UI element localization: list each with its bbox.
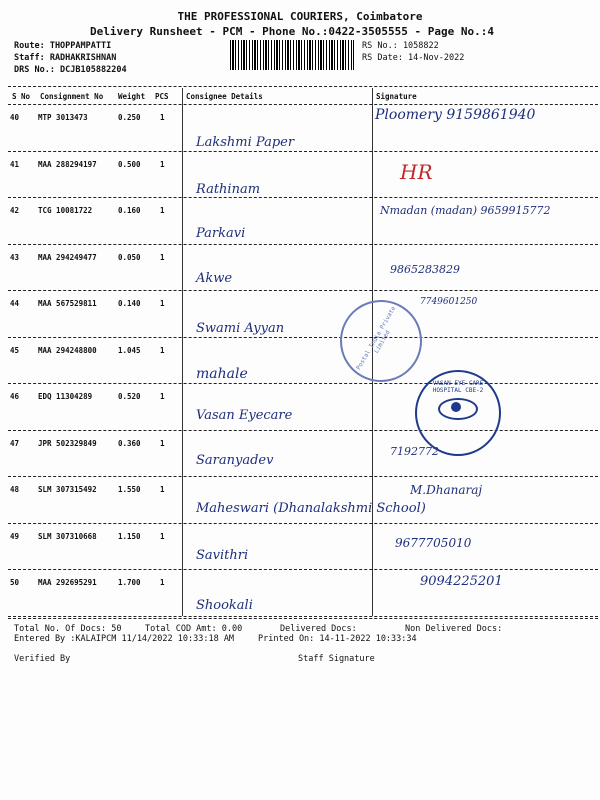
row-sno: 48 xyxy=(10,485,20,494)
row-signature: 9865283829 xyxy=(390,262,460,276)
route-label: Route: THOPPAMPATTI xyxy=(14,41,112,51)
row-consignment: MAA 288294197 xyxy=(38,159,97,169)
table-row xyxy=(8,245,598,292)
row-signature: Ploomery 9159861940 xyxy=(375,107,536,123)
col-signature: Signature xyxy=(376,92,417,101)
row-consignee-name: Shookali xyxy=(196,598,253,613)
entered-by: Entered By :KALAIPCM 11/14/2022 10:33:18 AM xyxy=(14,634,235,644)
row-pcs: 1 xyxy=(160,206,165,215)
table-row xyxy=(8,338,598,385)
row-consignee-name: mahale xyxy=(196,365,248,382)
row-sno: 43 xyxy=(10,252,20,262)
row-consignee-name: Vasan Eyecare xyxy=(196,408,293,423)
row-weight: 0.050 xyxy=(118,252,141,262)
non-delivered-docs: Non Delivered Docs: xyxy=(405,624,503,634)
postal-stamp-text: Postal India Private Limited xyxy=(355,305,398,372)
row-pcs: 1 xyxy=(160,438,165,448)
footer-rule xyxy=(8,618,598,619)
table-row xyxy=(8,477,598,524)
row-weight: 0.250 xyxy=(118,113,141,122)
row-consignment: SLM 307310668 xyxy=(38,531,97,541)
col-sno: S No xyxy=(12,92,31,101)
drs-label: DRS No.: DCJB105882204 xyxy=(14,65,127,75)
row-weight: 1.550 xyxy=(118,485,141,494)
row-pcs: 1 xyxy=(160,299,165,308)
row-pcs: 1 xyxy=(160,252,165,262)
table-row xyxy=(8,105,598,152)
barcode xyxy=(230,40,354,70)
row-pcs: 1 xyxy=(160,392,165,401)
row-consignee-name: Saranyadev xyxy=(196,452,274,468)
row-weight: 1.700 xyxy=(118,578,141,587)
delivered-docs: Delivered Docs: xyxy=(280,624,357,634)
row-weight: 0.500 xyxy=(118,159,141,169)
row-consignee-name: Swami Ayyan xyxy=(196,321,285,336)
row-sno: 41 xyxy=(10,159,20,169)
row-pcs: 1 xyxy=(160,578,165,587)
row-signature: M.Dhanaraj xyxy=(410,483,483,497)
rs-number: RS No.: 1058822 xyxy=(362,41,439,51)
table-row xyxy=(8,524,598,571)
row-sno: 46 xyxy=(10,392,20,401)
row-signature: HR xyxy=(400,159,433,184)
row-pcs: 1 xyxy=(160,531,165,541)
row-signature: 9677705010 xyxy=(395,535,472,550)
col-weight: Weight xyxy=(118,92,146,101)
rs-date: RS Date: 14-Nov-2022 xyxy=(362,53,465,63)
hospital-stamp xyxy=(415,370,501,456)
hospital-stamp-text: VASAN EYE CARE HOSPITAL CBE-2 xyxy=(432,380,484,394)
row-consignee-name: Savithri xyxy=(196,547,249,563)
staff-signature: Staff Signature xyxy=(298,654,375,664)
company-title: THE PROFESSIONAL COURIERS, Coimbatore xyxy=(177,10,423,23)
row-consignment: SLM 307315492 xyxy=(38,485,97,494)
row-weight: 0.520 xyxy=(118,392,141,401)
table-row xyxy=(8,152,598,199)
row-signature: 9094225201 xyxy=(420,574,503,589)
row-weight: 1.045 xyxy=(118,345,141,355)
row-pcs: 1 xyxy=(160,485,165,494)
row-consignment: JPR 502329849 xyxy=(38,438,97,448)
row-consignee-name: Maheswari (Dhanalakshmi School) xyxy=(196,501,426,516)
row-weight: 0.140 xyxy=(118,299,141,308)
col-consignment: Consignment No xyxy=(40,92,104,101)
row-pcs: 1 xyxy=(160,159,165,169)
row-consignee-name: Rathinam xyxy=(196,181,261,197)
staff-label: Staff: RADHAKRISHNAN xyxy=(14,53,117,63)
printed-on: Printed On: 14-11-2022 10:33:34 xyxy=(258,634,417,644)
row-sno: 40 xyxy=(10,113,20,122)
row-sno: 49 xyxy=(10,531,20,541)
row-sno: 42 xyxy=(10,206,20,215)
row-consignee-name: Parkavi xyxy=(196,226,246,241)
table-row xyxy=(8,198,598,245)
row-pcs: 1 xyxy=(160,113,165,122)
row-divider xyxy=(8,616,598,617)
row-consignment: TCG 10081722 xyxy=(38,206,93,215)
table-row xyxy=(8,431,598,478)
row-sno: 44 xyxy=(10,299,20,308)
row-signature: 7749601250 xyxy=(420,297,478,307)
row-consignee-name: Lakshmi Paper xyxy=(196,135,295,150)
row-signature: 7192772 xyxy=(390,444,439,458)
row-pcs: 1 xyxy=(160,345,165,355)
row-weight: 0.360 xyxy=(118,438,141,448)
row-consignment: EDQ 11304289 xyxy=(38,392,93,401)
row-sno: 45 xyxy=(10,345,20,355)
row-weight: 1.150 xyxy=(118,531,141,541)
runsheet-subtitle: Delivery Runsheet - PCM - Phone No.:0422-3505555 - Page No.:4 xyxy=(90,25,494,38)
row-weight: 0.160 xyxy=(118,206,141,215)
row-sno: 47 xyxy=(10,438,20,448)
eye-pupil-icon xyxy=(451,402,461,412)
header-top-rule xyxy=(8,86,598,87)
eye-icon xyxy=(438,398,478,420)
verified-by: Verified By xyxy=(14,654,71,664)
col-pcs: PCS xyxy=(155,92,169,101)
table-row xyxy=(8,570,598,617)
row-consignment: MTP 3013473 xyxy=(38,113,88,122)
row-consignment: MAA 292695291 xyxy=(38,578,97,587)
row-consignment: MAA 567529811 xyxy=(38,299,97,308)
table-row xyxy=(8,384,598,431)
row-sno: 50 xyxy=(10,578,20,587)
total-docs: Total No. Of Docs: 50 xyxy=(14,624,122,634)
row-consignee-name: Akwe xyxy=(196,270,233,286)
col-details: Consignee Details xyxy=(186,92,263,101)
total-cod: Total COD Amt: 0.00 xyxy=(145,624,243,634)
row-consignment: MAA 294249477 xyxy=(38,252,97,262)
row-consignment: MAA 294248800 xyxy=(38,345,97,355)
table-row xyxy=(8,291,598,338)
row-signature: Nmadan (madan) 9659915772 xyxy=(380,204,551,217)
